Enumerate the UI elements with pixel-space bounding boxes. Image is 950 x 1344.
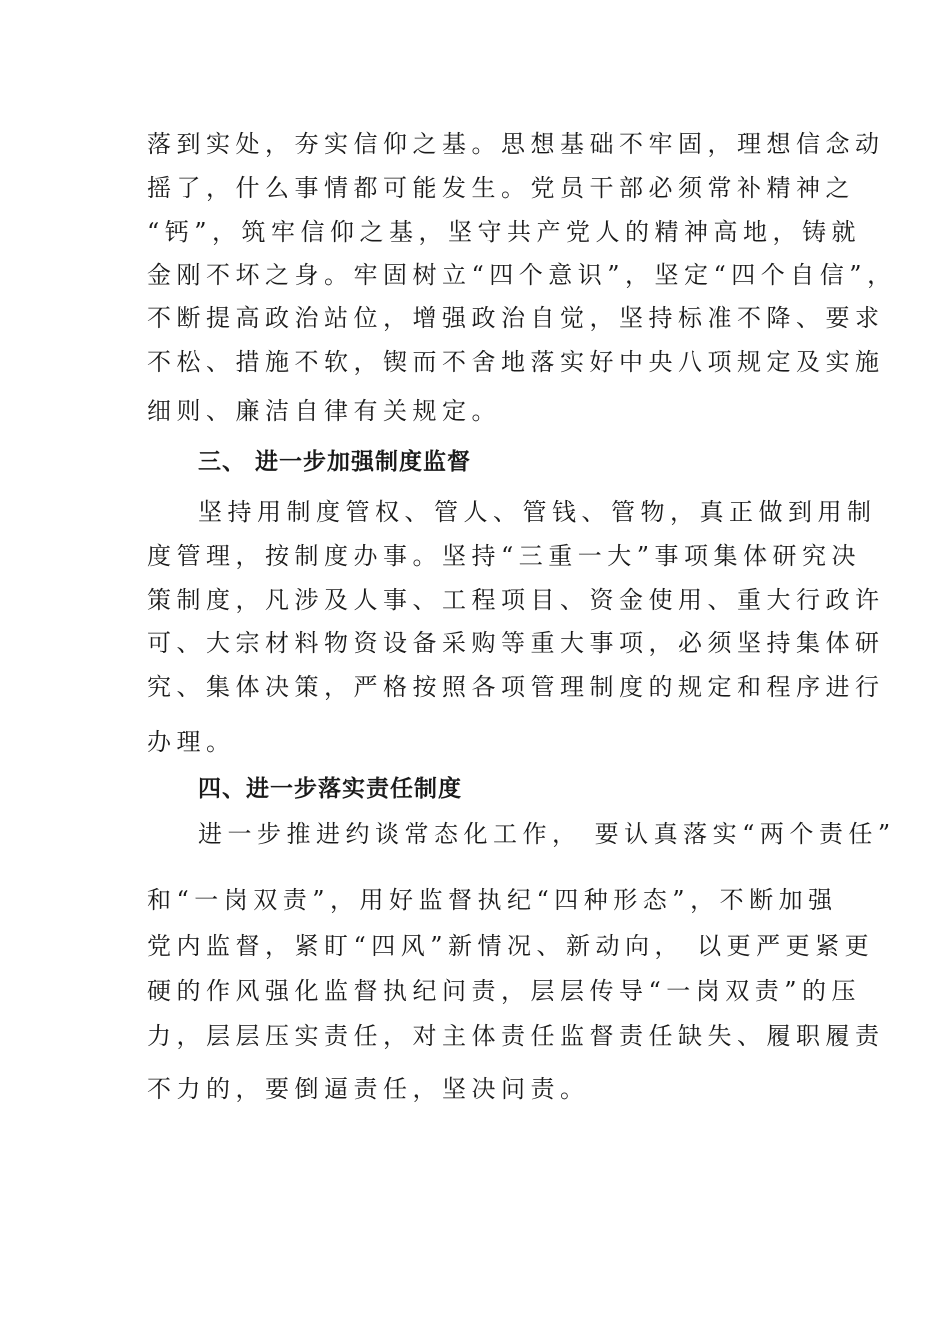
paragraph-1-line-7: 细则、廉洁自律有关规定。 xyxy=(147,397,501,425)
paragraph-1-line-6: 不松、措施不软，锲而不舍地落实好中央八项规定及实施 xyxy=(147,348,885,376)
section-4-line-5: 力，层层压实责任，对主体责任监督责任缺失、履职履责 xyxy=(147,1022,885,1050)
paragraph-1-line-5: 不断提高政治站位，增强政治自觉，坚持标准不降、要求 xyxy=(147,304,885,332)
section-4-line-1: 进一步推进约谈常态化工作， 要认真落实“两个责任” xyxy=(198,820,896,848)
section-3-heading: 三、 进一步加强制度监督 xyxy=(198,449,472,475)
paragraph-1-line-4: 金刚不坏之身。牢固树立“四个意识”，坚定“四个自信”， xyxy=(147,261,897,289)
section-3-line-6: 办理。 xyxy=(147,728,236,756)
section-4-line-6: 不力的，要倒逼责任，坚决问责。 xyxy=(147,1075,590,1103)
section-3-line-2: 度管理，按制度办事。坚持“三重一大”事项集体研究决 xyxy=(147,542,862,570)
paragraph-1-line-1: 落到实处，夯实信仰之基。思想基础不牢固，理想信念动 xyxy=(147,130,885,158)
section-4-line-4: 硬的作风强化监督执纪问责，层层传导“一岗双责”的压 xyxy=(147,977,862,1005)
section-4-line-2: 和“一岗双责”，用好监督执纪“四种形态”，不断加强 xyxy=(147,886,838,914)
section-3-line-1: 坚持用制度管权、管人、管钱、管物，真正做到用制 xyxy=(198,498,877,526)
section-3-line-3: 策制度，凡涉及人事、工程项目、资金使用、重大行政许 xyxy=(147,586,885,614)
paragraph-1-line-2: 摇了，什么事情都可能发生。党员干部必须常补精神之 xyxy=(147,174,855,202)
section-4-heading: 四、进一步落实责任制度 xyxy=(198,776,462,802)
section-3-line-5: 究、集体决策，严格按照各项管理制度的规定和程序进行 xyxy=(147,673,885,701)
paragraph-1-line-3: “钙”，筑牢信仰之基，坚守共产党人的精神高地，铸就 xyxy=(147,218,862,246)
section-3-line-4: 可、大宗材料物资设备采购等重大事项，必须坚持集体研 xyxy=(147,629,885,657)
section-4-line-3: 党内监督，紧盯“四风”新情况、新动向， 以更严更紧更 xyxy=(147,932,875,960)
